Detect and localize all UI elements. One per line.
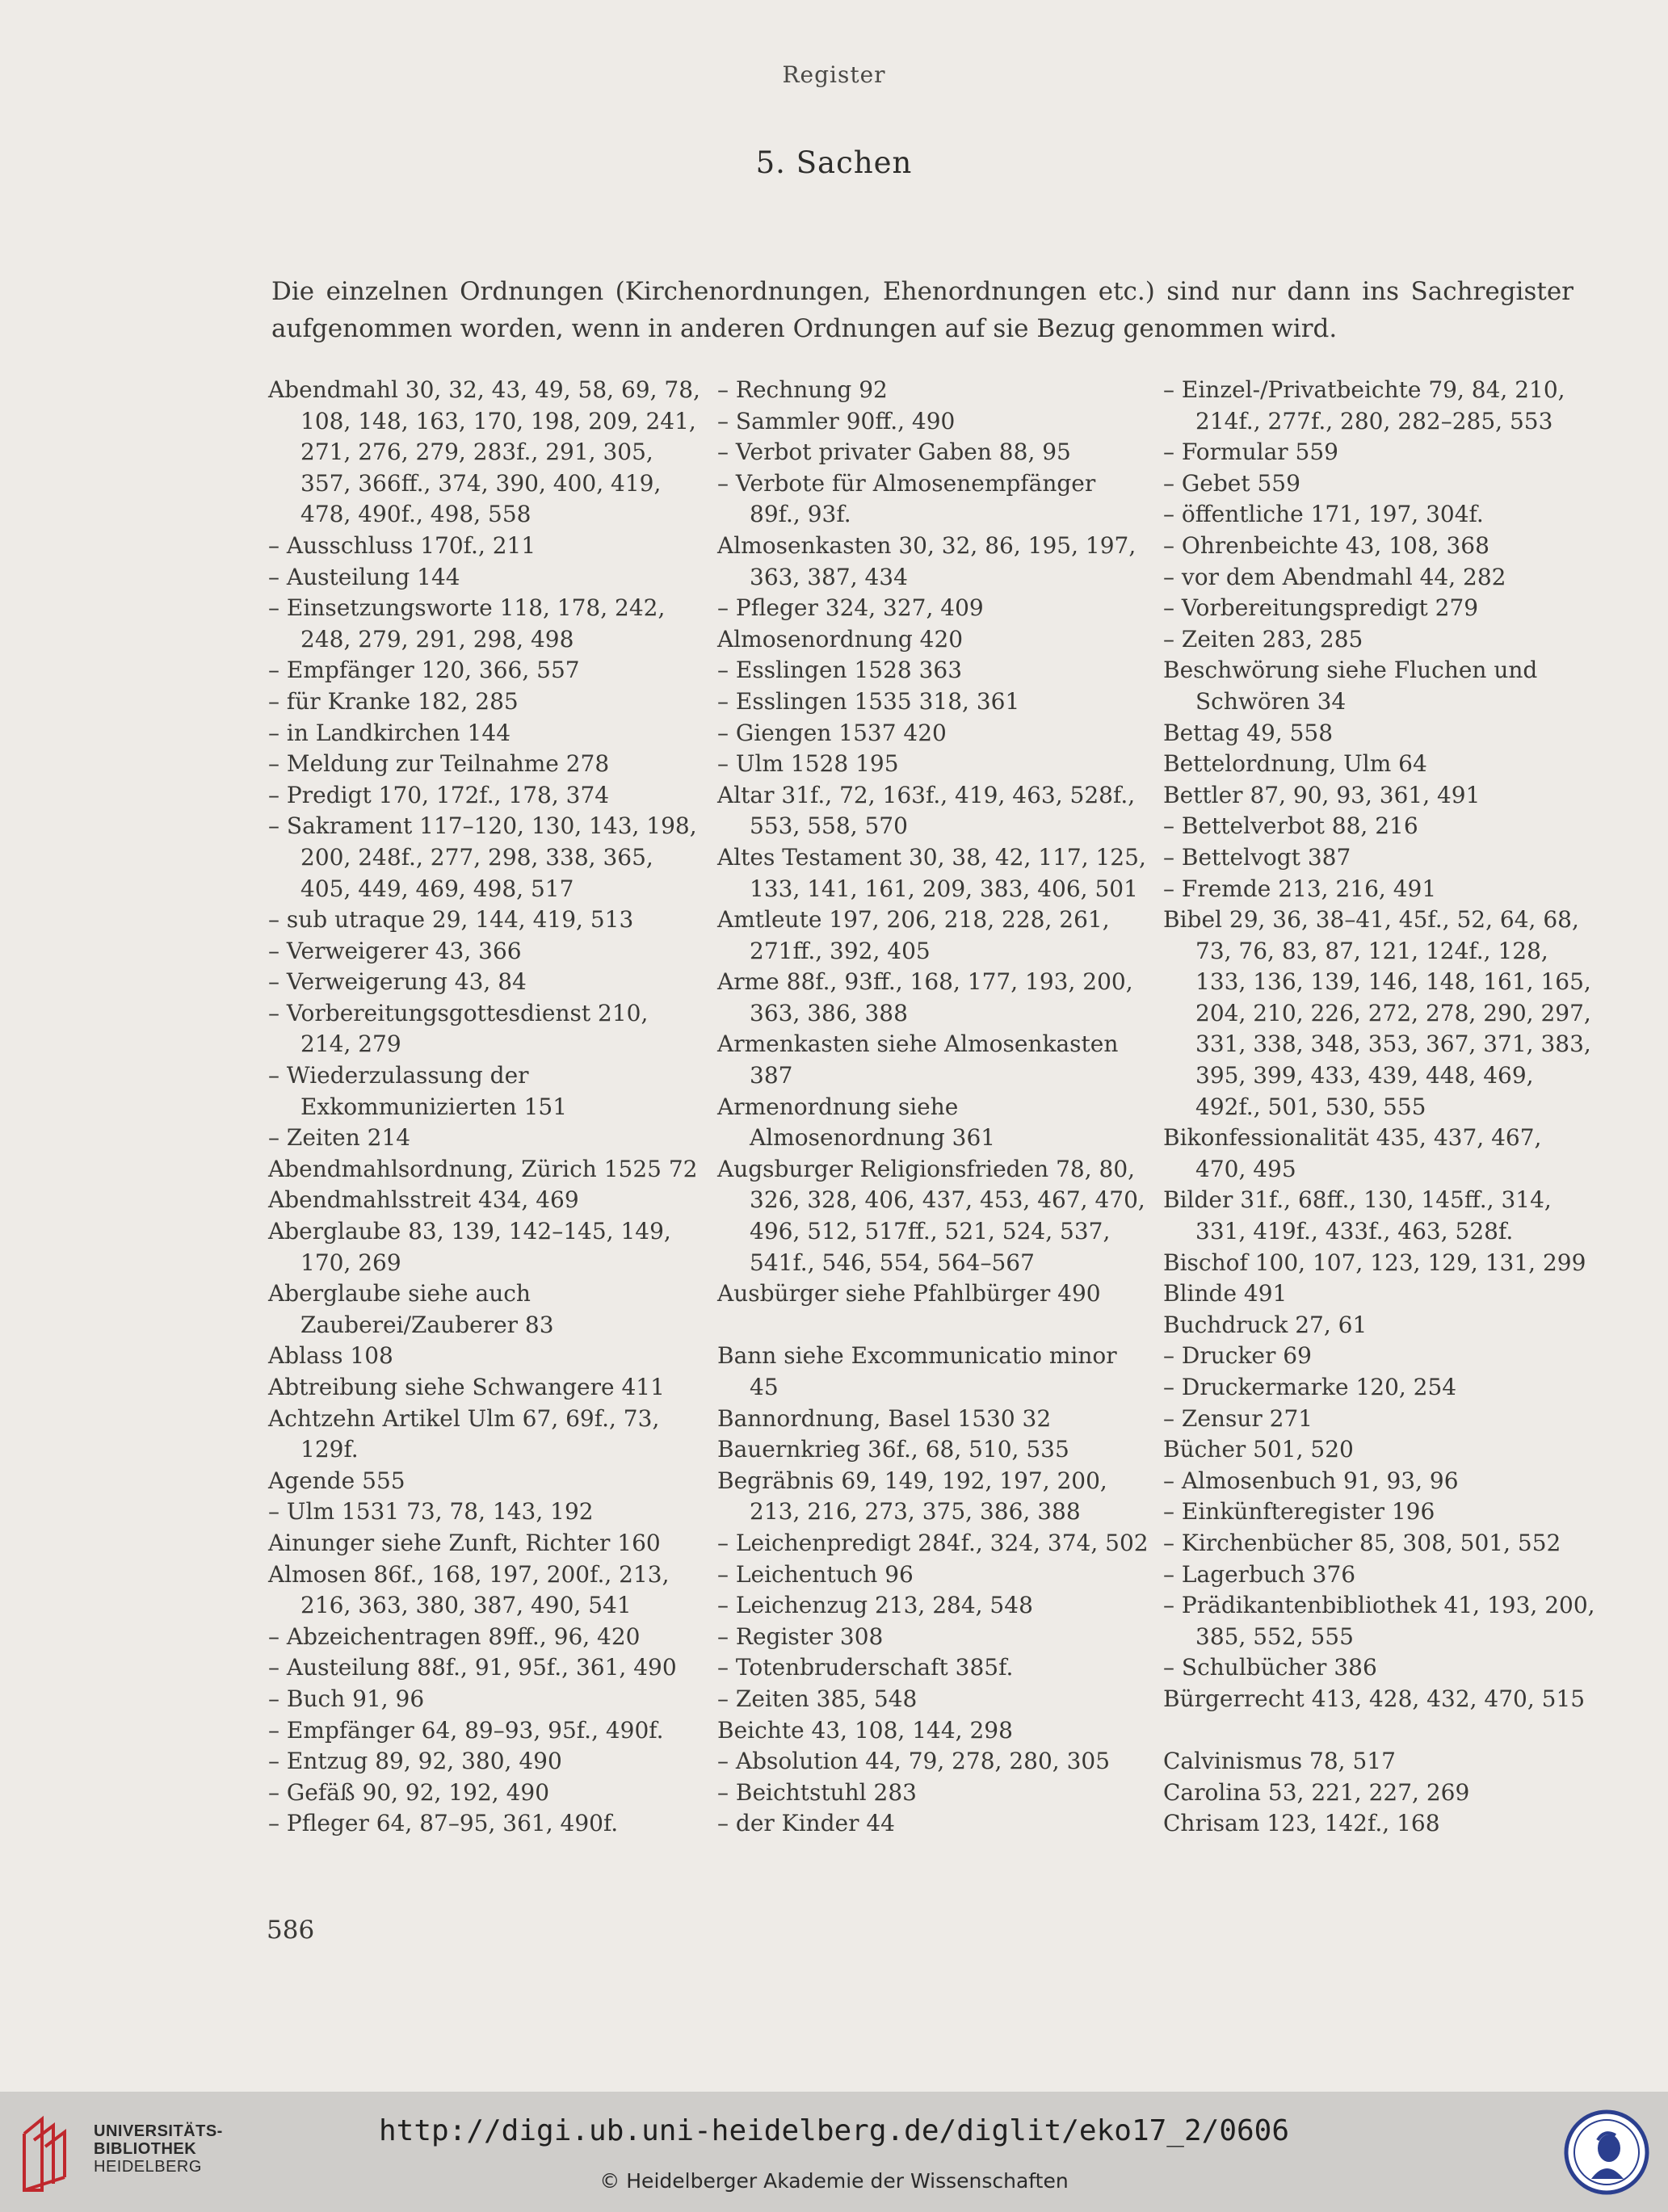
index-entry: Bücher 501, 520 xyxy=(1163,1436,1354,1463)
library-name-line-2: BIBLIOTHEK xyxy=(94,2140,197,2158)
index-entry: – Druckermarke 120, 254 xyxy=(1163,1374,1457,1400)
index-entry: – Predigt 170, 172f., 178, 374 xyxy=(268,781,610,808)
index-entry: – Prädikantenbibliothek 41, 193, 200, 385, 552, 555 xyxy=(1163,1592,1595,1650)
index-entry: Calvinismus 78, 517 xyxy=(1163,1748,1396,1775)
library-name-line-1: UNIVERSITÄTS- xyxy=(94,2122,223,2140)
index-entry: Buchdruck 27, 61 xyxy=(1163,1311,1368,1338)
index-entry: Aberglaube 83, 139, 142–145, 149, 170, 269 xyxy=(268,1218,671,1276)
index-entry: – Esslingen 1528 363 xyxy=(717,657,963,684)
index-entry: – Fremde 213, 216, 491 xyxy=(1163,875,1437,902)
index-entry: Agende 555 xyxy=(268,1467,405,1494)
index-entry: Bikonfessionalität 435, 437, 467, 470, 495 xyxy=(1163,1124,1542,1182)
entry-spacer xyxy=(1163,1715,1596,1747)
index-entry: – vor dem Abendmahl 44, 282 xyxy=(1163,563,1506,590)
index-entry: Ablass 108 xyxy=(268,1342,393,1370)
index-entry: – Zensur 271 xyxy=(1163,1404,1313,1432)
index-entry: Bettelordnung, Ulm 64 xyxy=(1163,750,1427,778)
index-entry: – Meldung zur Teilnahme 278 xyxy=(268,750,610,778)
index-entry: – Wiederzulassung der Exkommunizierten 151 xyxy=(268,1062,568,1120)
index-entry: Carolina 53, 221, 227, 269 xyxy=(1163,1778,1470,1806)
index-entry: – Abzeichentragen 89ff., 96, 420 xyxy=(268,1622,641,1650)
index-entry: Almosen 86f., 168, 197, 200f., 213, 216, 363, 380, 387, 490, 541 xyxy=(268,1560,670,1619)
index-entry: – Absolution 44, 79, 278, 280, 305 xyxy=(717,1748,1111,1775)
index-entry: Begräbnis 69, 149, 192, 197, 200, 213, 216, 273, 375, 386, 388 xyxy=(717,1467,1107,1526)
index-entry: – Leichentuch 96 xyxy=(717,1560,914,1588)
section-title: 5. Sachen xyxy=(755,145,913,180)
index-entry: – Empfänger 120, 366, 557 xyxy=(268,657,580,684)
index-column-1 xyxy=(268,375,701,1840)
index-entry: – Ausschluss 170f., 211 xyxy=(268,531,536,559)
index-entry: Bibel 29, 36, 38–41, 45f., 52, 64, 68, 73, 76, 83, 87, 121, 124f., 128, 133, 136, 139, 146, 148, 161, 165, 204, 210, 226, 272, 278, 290, 297, 331, 338, 348, 353, 367, 371, 383, 395, 399, 433, 439, 448, 469, 492f., 501, 530, 555 xyxy=(1163,906,1591,1120)
index-entry: Beschwörung siehe Fluchen und Schwören 34 xyxy=(1163,657,1538,715)
index-entry: Bann siehe Excommunicatio minor 45 xyxy=(717,1342,1117,1400)
running-head: Register xyxy=(782,61,886,88)
index-entry: – Rechnung 92 xyxy=(717,376,888,403)
index-entry: – Formular 559 xyxy=(1163,439,1338,466)
index-entry: – Totenbruderschaft 385f. xyxy=(717,1654,1014,1681)
index-entry: – Leichenpredigt 284f., 324, 374, 502 xyxy=(717,1529,1149,1556)
index-entry: Abtreibung siehe Schwangere 411 xyxy=(268,1374,665,1400)
index-entry: – Bettelverbot 88, 216 xyxy=(1163,812,1418,840)
index-entry: Achtzehn Artikel Ulm 67, 69f., 73, 129f. xyxy=(268,1404,660,1463)
index-entry: – Verbote für Almosenempfänger 89f., 93f. xyxy=(717,469,1096,528)
index-entry: – Sammler 90ff., 490 xyxy=(717,407,956,434)
index-entry: – Almosenbuch 91, 93, 96 xyxy=(1163,1467,1459,1494)
index-entry: – Einkünfteregister 196 xyxy=(1163,1498,1435,1526)
index-entry: – Verbot privater Gaben 88, 95 xyxy=(717,439,1071,466)
index-entry: – Verweigerer 43, 366 xyxy=(268,937,522,964)
index-entry: – Esslingen 1535 318, 361 xyxy=(717,687,1020,715)
academy-seal-icon xyxy=(1562,2108,1651,2197)
index-entry: – Vorbereitungsgottesdienst 210, 214, 279 xyxy=(268,999,649,1058)
index-entry: – Beichtstuhl 283 xyxy=(717,1778,917,1806)
index-entry: Amtleute 197, 206, 218, 228, 261, 271ff., 392, 405 xyxy=(717,906,1110,964)
index-entry: Almosenkasten 30, 32, 86, 195, 197, 363, 387, 434 xyxy=(717,531,1137,590)
index-entry: – Leichenzug 213, 284, 548 xyxy=(717,1592,1033,1619)
document-url-link[interactable]: http://digi.ub.uni-heidelberg.de/diglit/eko17_2/0606 xyxy=(378,2114,1290,2147)
index-entry: – Einzel-/Privatbeichte 79, 84, 210, 214f., 277f., 280, 282–285, 553 xyxy=(1163,376,1565,434)
index-entry: – Verweigerung 43, 84 xyxy=(268,968,527,996)
index-column-3 xyxy=(1163,375,1596,1840)
index-entry: – Austeilung 144 xyxy=(268,563,460,590)
index-entry: – Vorbereitungspredigt 279 xyxy=(1163,594,1479,622)
index-entry: Ainunger siehe Zunft, Richter 160 xyxy=(268,1529,661,1556)
index-entry: – Entzug 89, 92, 380, 490 xyxy=(268,1748,562,1775)
index-entry: – der Kinder 44 xyxy=(717,1810,895,1837)
index-entry: – Ohrenbeichte 43, 108, 368 xyxy=(1163,531,1489,559)
index-entry: – Bettelvogt 387 xyxy=(1163,843,1351,871)
index-entry: – Zeiten 385, 548 xyxy=(717,1685,918,1712)
index-entry: Bannordnung, Basel 1530 32 xyxy=(717,1404,1052,1432)
index-entry: – Register 308 xyxy=(717,1622,884,1650)
index-entry: Bischof 100, 107, 123, 129, 131, 299 xyxy=(1163,1249,1586,1276)
index-entry: Abendmahl 30, 32, 43, 49, 58, 69, 78, 108, 148, 163, 170, 198, 209, 241, 271, 276, 279, 283f., 291, 305, 357, 366ff., 374, 390, 400, 419, 478, 490f., 498, 558 xyxy=(268,376,700,528)
index-entry: Abendmahlsordnung, Zürich 1525 72 xyxy=(268,1155,698,1182)
library-name-line-3: HEIDELBERG xyxy=(94,2158,202,2176)
index-entry: – Zeiten 283, 285 xyxy=(1163,625,1363,653)
index-entry: – Gefäß 90, 92, 192, 490 xyxy=(268,1778,550,1806)
index-entry: – Buch 91, 96 xyxy=(268,1685,425,1712)
index-entry: – Pfleger 64, 87–95, 361, 490f. xyxy=(268,1810,619,1837)
page-number: 586 xyxy=(267,1916,315,1945)
index-entry: Armenkasten siehe Almosenkasten 387 xyxy=(717,1030,1119,1089)
index-entry: – Giengen 1537 420 xyxy=(717,719,947,746)
index-entry: Beichte 43, 108, 144, 298 xyxy=(717,1716,1013,1744)
index-entry: Armenordnung siehe Almosenordnung 361 xyxy=(717,1093,996,1152)
index-entry: Bilder 31f., 68ff., 130, 145ff., 314, 331, 419f., 433f., 463, 528f. xyxy=(1163,1186,1552,1245)
index-entry: – Austeilung 88f., 91, 95f., 361, 490 xyxy=(268,1654,677,1681)
index-entry: – Sakrament 117–120, 130, 143, 198, 200, 248f., 277, 298, 338, 365, 405, 449, 469, 498, 517 xyxy=(268,812,697,902)
index-entry: Aberglaube siehe auch Zauberei/Zauberer 83 xyxy=(268,1280,554,1338)
index-entry: – Empfänger 64, 89–93, 95f., 490f. xyxy=(268,1716,664,1744)
index-entry: – Ulm 1531 73, 78, 143, 192 xyxy=(268,1498,594,1526)
index-entry: Arme 88f., 93ff., 168, 177, 193, 200, 363, 386, 388 xyxy=(717,968,1133,1026)
index-entry: Bettag 49, 558 xyxy=(1163,719,1334,746)
index-entry: – Gebet 559 xyxy=(1163,469,1300,497)
copyright-notice: © Heidelberger Akademie der Wissenschaften xyxy=(599,2169,1069,2193)
index-entry: Altes Testament 30, 38, 42, 117, 125, 133, 141, 161, 209, 383, 406, 501 xyxy=(717,843,1146,902)
index-entry: Abendmahlsstreit 434, 469 xyxy=(268,1186,579,1214)
index-entry: – Ulm 1528 195 xyxy=(717,750,899,778)
viewer-footer xyxy=(0,2092,1668,2212)
index-entry: – Drucker 69 xyxy=(1163,1342,1312,1370)
index-entry: – in Landkirchen 144 xyxy=(268,719,511,746)
index-entry: – sub utraque 29, 144, 419, 513 xyxy=(268,906,634,934)
index-column-2 xyxy=(717,375,1150,1840)
index-entry: Bauernkrieg 36f., 68, 510, 535 xyxy=(717,1436,1069,1463)
index-entry: – für Kranke 182, 285 xyxy=(268,687,519,715)
intro-paragraph: Die einzelnen Ordnungen (Kirchenordnungen, Ehenordnungen etc.) sind nur dann ins Sachregister aufgenommen worden, wenn in anderen Ordnungen auf sie Bezug genommen wird. xyxy=(271,277,1573,343)
index-entry: – Zeiten 214 xyxy=(268,1124,411,1152)
index-entry: Bettler 87, 90, 93, 361, 491 xyxy=(1163,781,1481,808)
index-entry: – öffentliche 171, 197, 304f. xyxy=(1163,501,1484,528)
entry-spacer xyxy=(717,1310,1150,1341)
index-entry: – Kirchenbücher 85, 308, 501, 552 xyxy=(1163,1529,1561,1556)
index-entry: – Lagerbuch 376 xyxy=(1163,1560,1356,1588)
index-entry: Bürgerrecht 413, 428, 432, 470, 515 xyxy=(1163,1685,1586,1712)
index-entry: Augsburger Religionsfrieden 78, 80, 326, 328, 406, 437, 453, 467, 470, 496, 512, 517ff., 521, 524, 537, 541f., 546, 554, 564–567 xyxy=(717,1155,1145,1276)
index-entry: – Pfleger 324, 327, 409 xyxy=(717,594,984,622)
index-entry: Ausbürger siehe Pfahlbürger 490 xyxy=(717,1280,1101,1307)
index-entry: – Einsetzungsworte 118, 178, 242, 248, 279, 291, 298, 498 xyxy=(268,594,666,653)
index-entry: Almosenordnung 420 xyxy=(717,625,964,653)
index-entry: Blinde 491 xyxy=(1163,1280,1288,1307)
index-entry: Altar 31f., 72, 163f., 419, 463, 528f., 553, 558, 570 xyxy=(717,781,1136,840)
index-entry: – Schulbücher 386 xyxy=(1163,1654,1377,1681)
index-entry: Chrisam 123, 142f., 168 xyxy=(1163,1810,1440,1837)
